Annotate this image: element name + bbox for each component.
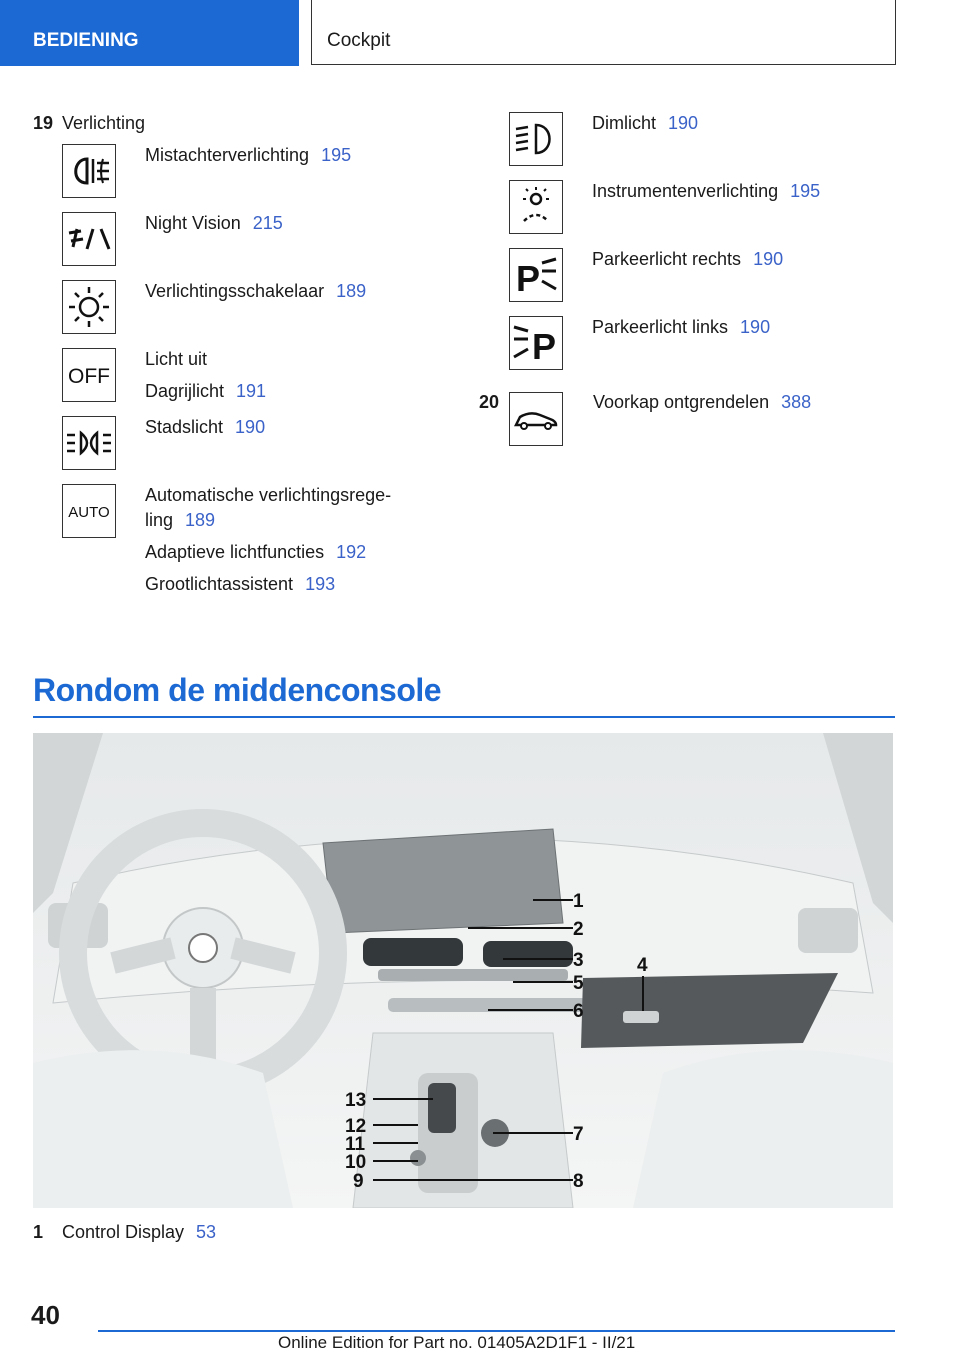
entry-mistachterverlichting[interactable]: Mistachterverlichting 195 [145,145,352,165]
page-link[interactable]: 189 [336,281,367,301]
figure-label-12: 12 [345,1116,367,1137]
page-link[interactable]: 192 [336,542,367,562]
figure-label-6: 6 [573,1001,584,1022]
figure-label-1: 1 [573,891,584,912]
entry-verlichtingsschakelaar[interactable]: Verlichtingsschakelaar 189 [145,281,367,301]
page-link[interactable]: 190 [668,113,699,133]
center-console-illustration [33,733,893,1208]
section-tab[interactable] [0,0,299,66]
figure-label-9: 9 [353,1171,364,1192]
page-link[interactable]: 193 [305,574,336,594]
svg-text:P: P [516,258,541,299]
item-number-20: 20 [479,392,500,412]
entry-parkeerlicht-rechts[interactable]: Parkeerlicht rechts 190 [592,249,784,269]
page-link[interactable]: 189 [185,510,216,530]
figure-label-3: 3 [573,950,584,971]
figure-label-10: 10 [345,1152,367,1173]
rear-fog-light-icon [62,144,116,198]
night-vision-icon [62,212,116,266]
caption-number: 1 [33,1222,44,1242]
entry-grootlichtassistent[interactable]: Grootlichtassistent 193 [145,574,336,594]
figure-label-2: 2 [573,919,584,940]
figure-label-4: 4 [637,955,648,976]
footer-text: Online Edition for Part no. 01405A2D1F1 - II/21 [278,1333,636,1352]
light-switch-icon [62,280,116,334]
entry-automatische-verlichting: Automatische verlichtingsrege- [145,485,392,505]
parking-light-right-icon [509,248,563,302]
svg-text:AUTO: AUTO [68,504,110,521]
low-beam-icon [509,112,563,166]
entry-instrumentenverlichting[interactable]: Instrumentenverlichting 195 [592,181,821,201]
entry-automatische-verlichting-cont[interactable]: ling 189 [145,510,216,530]
entry-adaptieve-lichtfuncties[interactable]: Adaptieve lichtfuncties 192 [145,542,367,562]
hood-release-icon [509,392,563,446]
auto-icon [62,484,116,538]
page-link[interactable]: 195 [790,181,821,201]
svg-text:OFF: OFF [68,365,110,388]
entry-licht-uit: Licht uit [145,349,208,369]
page-link[interactable]: 53 [196,1222,217,1242]
page-link[interactable]: 195 [321,145,352,165]
page-number: 40 [31,1300,60,1330]
page-link[interactable]: 215 [252,213,283,233]
footer-divider [98,1330,895,1332]
item-number-19: 19 [33,113,54,133]
figure-label-5: 5 [573,973,584,994]
item-title-verlichting: Verlichting [62,113,146,133]
figure-label-11: 11 [345,1134,366,1155]
chapter-tab [311,0,896,65]
page-link[interactable]: 388 [781,392,812,412]
entry-voorkap-ontgrendelen[interactable]: Voorkap ontgrendelen 388 [593,392,812,412]
section-title: BEDIENING [33,30,139,51]
section-heading: Rondom de middenconsole [33,672,442,708]
page-link[interactable]: 191 [236,381,267,401]
center-console-figure [33,733,893,1208]
figure-label-7: 7 [573,1124,584,1145]
entry-stadslicht[interactable]: Stadslicht 190 [145,417,266,437]
parking-light-icon [62,416,116,470]
chapter-title: Cockpit [327,30,391,51]
instrument-lighting-icon [509,180,563,234]
parking-light-left-icon [509,316,563,370]
entry-parkeerlicht-links[interactable]: Parkeerlicht links 190 [592,317,771,337]
page-link[interactable]: 190 [753,249,784,269]
svg-text:P: P [532,326,557,367]
figure-label-13: 13 [345,1090,367,1111]
page-link[interactable]: 190 [740,317,771,337]
figure-label-8: 8 [573,1171,584,1192]
entry-dagrijlicht[interactable]: Dagrijlicht 191 [145,381,267,401]
caption-control-display[interactable]: Control Display 53 [62,1222,217,1242]
entry-dimlicht[interactable]: Dimlicht 190 [592,113,699,133]
entry-night-vision[interactable]: Night Vision 215 [145,213,283,233]
page-link[interactable]: 190 [235,417,266,437]
heading-divider [33,716,895,718]
off-icon [62,348,116,402]
